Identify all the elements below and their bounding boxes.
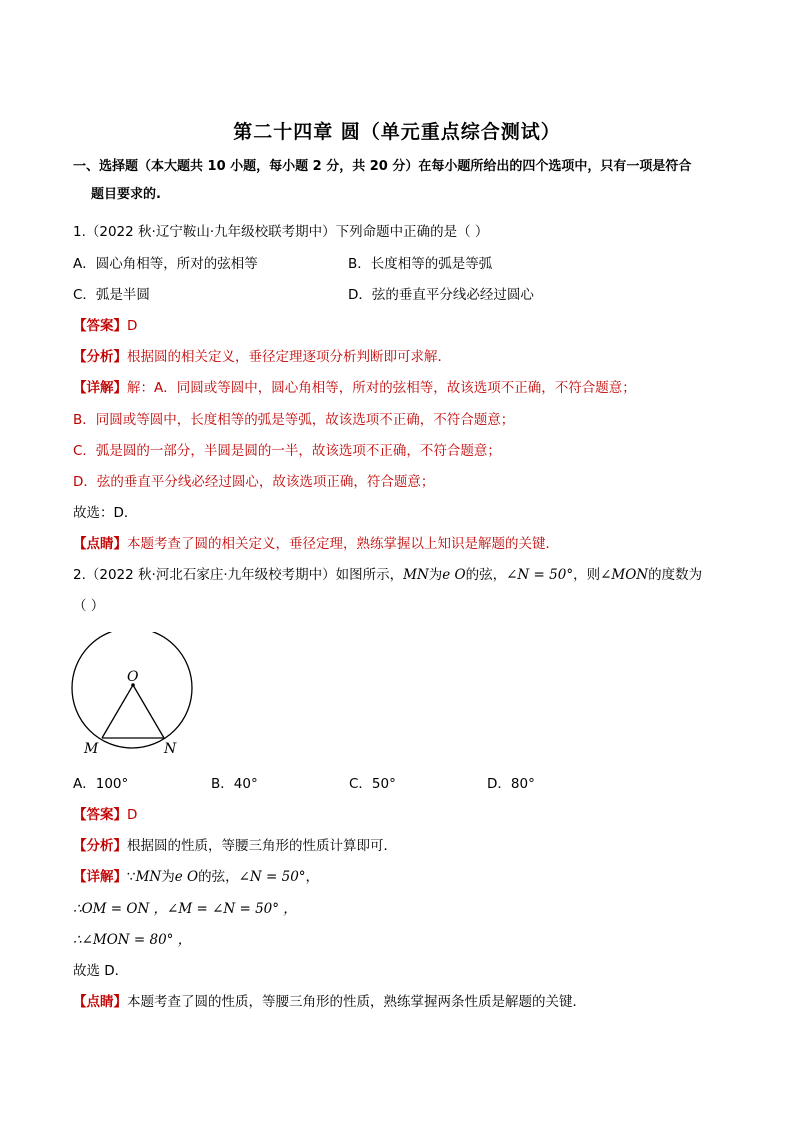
- circle-o: [72, 632, 192, 748]
- q2-detail-3: ∴∠MON = 80° ，: [73, 932, 192, 948]
- q1-analysis: [73, 345, 451, 365]
- comment-text: 本题考查了圆的相关定义，垂径定理，熟练掌握以上知识是解题的关键．: [127, 536, 559, 552]
- q2-stem-c: 的弦，: [465, 567, 507, 583]
- answer-value: D: [127, 807, 138, 823]
- q1-detail-3: C．弧是圆的一部分，半圆是圆的一半，故该选项不正确，不符合题意；: [73, 443, 501, 459]
- detail-circle: e O: [174, 869, 199, 885]
- q1-option-b: B．长度相等的弧是等弧: [348, 256, 493, 272]
- q2-option-d: D．80°: [487, 776, 535, 792]
- q1-detail-4: D．弦的垂直平分线必经过圆心，故该选项正确，符合题意；: [73, 474, 435, 490]
- q2-stem-b: 为: [428, 567, 443, 583]
- label-o: O: [127, 669, 139, 685]
- q2-stem-angle: ∠N = 50°: [506, 567, 574, 583]
- label-n: N: [164, 741, 177, 757]
- q2-stem-d: ，则: [573, 567, 601, 583]
- q2-stem-e: 的度数为: [648, 567, 703, 583]
- q1-option-d: D．弦的垂直平分线必经过圆心: [348, 287, 534, 303]
- q2-paren: （ ）: [73, 598, 105, 614]
- detail-text-a: 为: [161, 869, 175, 885]
- detail-tag: 【详解】: [73, 380, 127, 396]
- analysis-tag: 【分析】: [73, 349, 127, 365]
- comment-text: 本题考查了圆的性质，等腰三角形的性质，熟练掌握两条性质是解题的关键．: [127, 994, 586, 1010]
- q2-figure: [68, 632, 208, 766]
- q1-option-a: A．圆心角相等，所对的弦相等: [73, 256, 258, 272]
- q2-choice: 故选 D．: [73, 963, 129, 979]
- q2-stem-mn: MN: [403, 567, 429, 583]
- q1-stem: 1.（2022 秋·辽宁鞍山·九年级校联考期中）下列命题中正确的是（ ）: [73, 224, 489, 240]
- comment-tag: 【点睛】: [73, 994, 127, 1010]
- page-title: 第二十四章 圆（单元重点综合测试）: [233, 121, 561, 143]
- detail-angle: ∠N = 50°: [238, 869, 306, 885]
- q2-stem-a: 2.（2022 秋·河北石家庄·九年级校考期中）如图所示，: [73, 567, 404, 583]
- section-heading-line2: 题目要求的.: [91, 187, 161, 202]
- q2-option-c: C．50°: [349, 776, 396, 792]
- section-heading-line1: 一、选择题（本大题共 10 小题，每小题 2 分，共 20 分）在每小题所给出的四个选项中，只有一项是符合: [73, 159, 692, 174]
- q2-stem-mon: ∠MON: [600, 567, 649, 583]
- label-m: M: [84, 741, 99, 757]
- q1-detail-2: B．同圆或等圆中，长度相等的弧是等弧，故该选项不正确，不符合题意；: [73, 412, 515, 428]
- detail-mn: MN: [135, 869, 162, 885]
- section-heading: [73, 153, 733, 209]
- q2-answer: [73, 803, 137, 823]
- detail-text: 解：A．同圆或等圆中，圆心角相等，所对的弦相等，故该选项不正确，不符合题意；: [127, 380, 636, 396]
- comment-tag: 【点睛】: [73, 536, 127, 552]
- answer-tag: 【答案】: [73, 807, 127, 823]
- q2-comment: [73, 990, 586, 1010]
- q1-choice: 故选：D．: [73, 505, 138, 521]
- segment-om: [102, 685, 133, 738]
- q2-stem-circle: e O: [442, 567, 466, 583]
- answer-tag: 【答案】: [73, 318, 127, 334]
- q1-option-c: C．弧是半圆: [73, 287, 150, 303]
- q2-option-a: A．100°: [73, 776, 129, 792]
- q1-answer: [73, 314, 137, 334]
- answer-value: D: [127, 318, 138, 334]
- segment-on: [133, 685, 164, 738]
- q1-comment: [73, 532, 559, 552]
- q2-stem: [73, 563, 702, 583]
- analysis-text: 根据圆的性质，等腰三角形的性质计算即可．: [127, 838, 397, 854]
- q2-detail-2: ∴OM = ON ，∠M = ∠N = 50° ，: [73, 901, 297, 917]
- q1-detail-1: [73, 376, 636, 396]
- analysis-text: 根据圆的相关定义，垂径定理逐项分析判断即可求解．: [127, 349, 451, 365]
- because-symbol: ∵: [127, 869, 136, 885]
- q2-option-b: B．40°: [211, 776, 258, 792]
- q2-analysis: [73, 834, 397, 854]
- analysis-tag: 【分析】: [73, 838, 127, 854]
- q2-detail-1: [73, 865, 319, 885]
- detail-tag: 【详解】: [73, 869, 127, 885]
- detail-text-b: 的弦，: [198, 869, 239, 885]
- circle-diagram: [68, 632, 208, 762]
- detail-text-c: ，: [305, 869, 320, 885]
